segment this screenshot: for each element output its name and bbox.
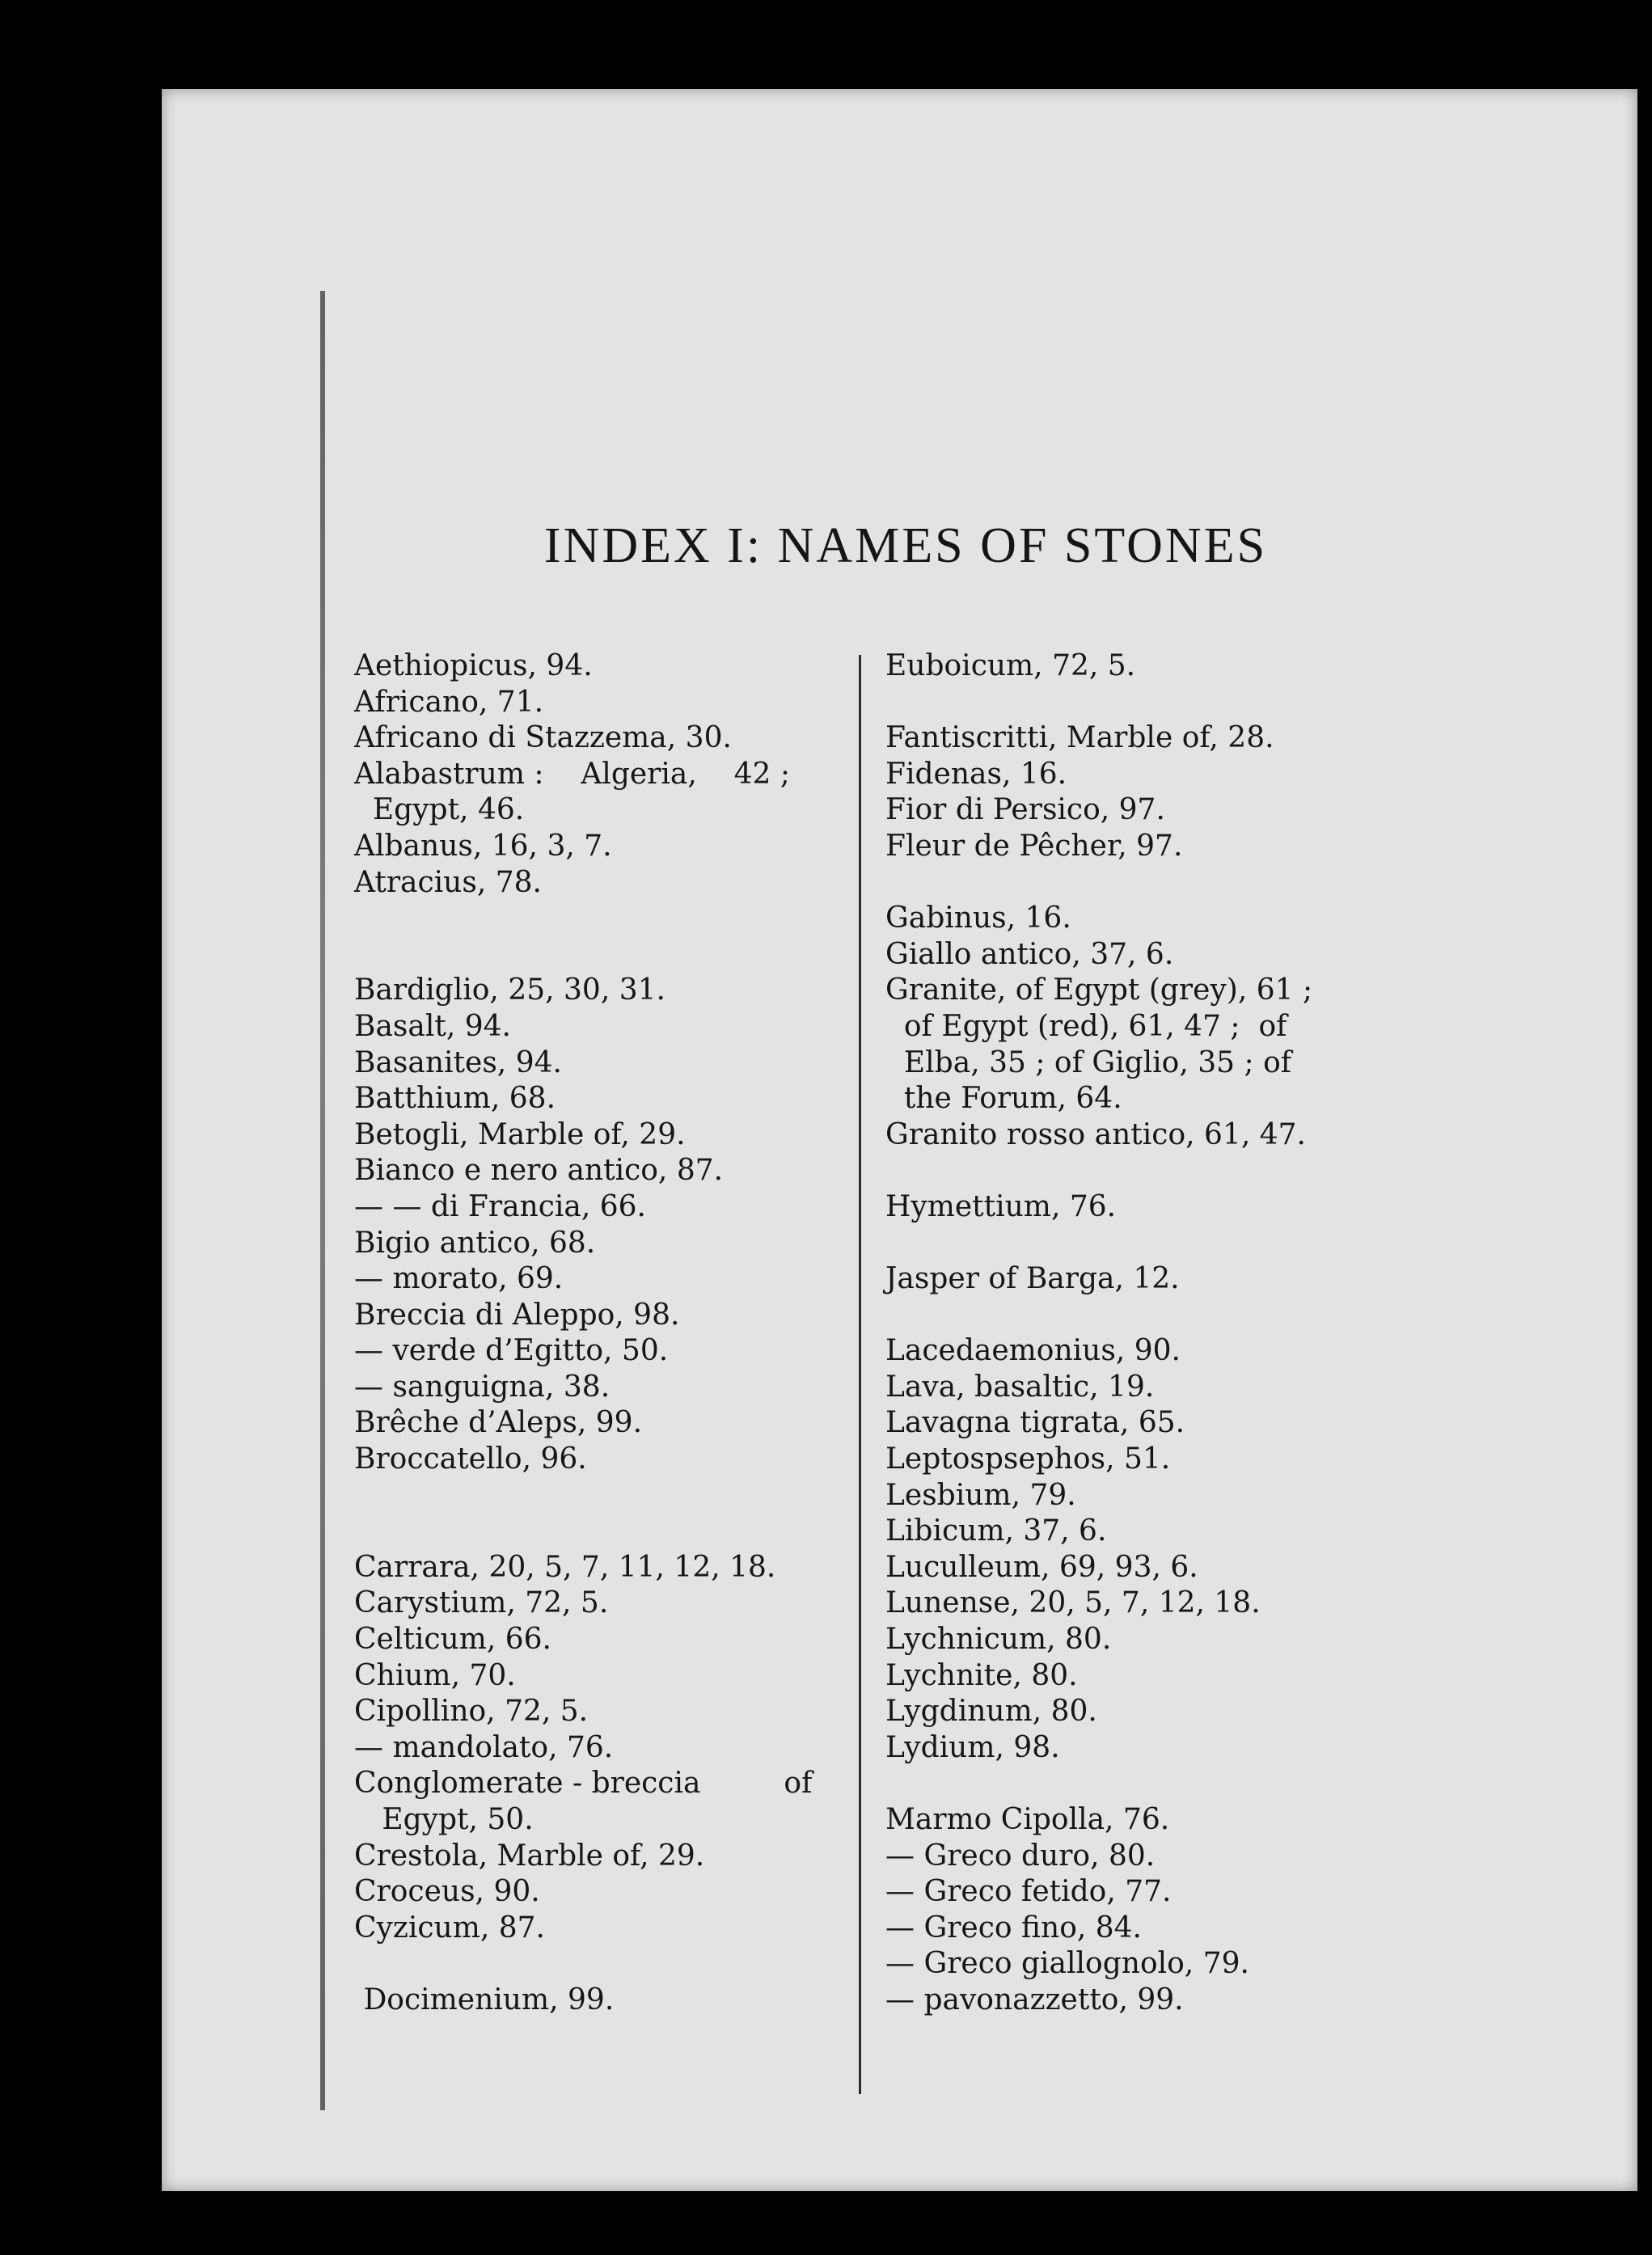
index-entry: Bardiglio, 25, 30, 31.	[354, 973, 665, 1007]
index-entry: Fantiscritti, Marble of, 28.	[885, 721, 1274, 755]
index-entry: — Greco duro, 80.	[885, 1839, 1156, 1873]
index-entry	[885, 1766, 1532, 1802]
index-entry: Egypt, 46.	[354, 793, 525, 827]
index-entry: Basalt, 94.	[354, 1009, 511, 1043]
index-entry: — mandolato, 76.	[354, 1730, 614, 1764]
index-entry: Gabinus, 16.	[885, 902, 1071, 935]
index-entry: Jasper of Barga, 12.	[885, 1262, 1180, 1296]
index-entry: Bigio antico, 68.	[354, 1226, 596, 1260]
index-page	[162, 89, 1637, 2191]
index-entry: Granite, of Egypt (grey), 61 ;	[885, 973, 1313, 1007]
index-entry: Fleur de Pêcher, 97.	[885, 829, 1183, 863]
index-entry: Basanites, 94.	[354, 1045, 562, 1079]
index-entry: — morato, 69.	[354, 1262, 564, 1296]
index-entry: Crestola, Marble of, 29.	[354, 1839, 705, 1873]
index-entry: Luculleum, 69, 93, 6.	[885, 1550, 1198, 1584]
index-entry: Croceus, 90.	[354, 1875, 540, 1909]
index-entry: Alabastrum : Algeria, 42 ;	[354, 757, 790, 791]
index-entry: Lychnite, 80.	[885, 1658, 1078, 1692]
index-entry: — Greco giallognolo, 79.	[885, 1947, 1249, 1981]
index-entry: Lesbium, 79.	[885, 1478, 1076, 1512]
index-entry: Lavagna tigrata, 65.	[885, 1406, 1185, 1440]
index-entry: Docimenium, 99.	[354, 1983, 615, 2016]
index-entry: Lunense, 20, 5, 7, 12, 18.	[885, 1586, 1261, 1620]
index-column-right	[885, 648, 1532, 2019]
index-entry: Fior di Persico, 97.	[885, 793, 1165, 827]
index-entry: Carystium, 72, 5.	[354, 1586, 609, 1620]
index-entry: Chium, 70.	[354, 1658, 516, 1692]
index-entry: Lydium, 98.	[885, 1730, 1060, 1764]
index-entry: Hymettium, 76.	[885, 1189, 1117, 1223]
index-entry: Aethiopicus, 94.	[354, 649, 593, 682]
index-entry: Fidenas, 16.	[885, 757, 1067, 791]
index-entry: — verde d’Egitto, 50.	[354, 1334, 669, 1368]
index-entry: Lygdinum, 80.	[885, 1695, 1097, 1729]
index-entry: Bianco e nero antico, 87.	[354, 1154, 724, 1188]
index-entry: Lacedaemonius, 90.	[885, 1334, 1181, 1368]
index-entry: — Greco fetido, 77.	[885, 1875, 1172, 1909]
index-entry: Marmo Cipolla, 76.	[885, 1803, 1170, 1836]
index-entry: Atracius, 78.	[354, 865, 542, 899]
index-entry: Lychnicum, 80.	[885, 1623, 1112, 1657]
index-entry: — pavonazzetto, 99.	[885, 1983, 1184, 2016]
index-entry: Lava, basaltic, 19.	[885, 1370, 1155, 1404]
index-entry: Breccia di Aleppo, 98.	[354, 1298, 680, 1332]
index-entry: — sanguigna, 38.	[354, 1370, 611, 1404]
index-entry: Celticum, 66.	[354, 1623, 551, 1657]
index-entry: Libicum, 37, 6.	[885, 1514, 1107, 1548]
index-entry	[885, 685, 1532, 721]
index-entry: Cipollino, 72, 5.	[354, 1695, 589, 1729]
index-entry: Brêche d’Aleps, 99.	[354, 1406, 643, 1440]
index-entry: Carrara, 20, 5, 7, 11, 12, 18.	[354, 1550, 776, 1584]
page-title: INDEX I: NAMES OF STONES	[543, 518, 1268, 573]
index-entry: Africano di Stazzema, 30.	[354, 721, 732, 755]
index-entry: Batthium, 68.	[354, 1082, 556, 1116]
index-entry: the Forum, 64.	[885, 1082, 1122, 1116]
index-entry: Cyzicum, 87.	[354, 1911, 545, 1945]
index-entry: Egypt, 50.	[354, 1803, 534, 1836]
index-entry: Giallo antico, 37, 6.	[885, 937, 1174, 971]
index-entry	[885, 1153, 1532, 1189]
index-entry	[885, 1226, 1532, 1262]
index-entry: Leptospsephos, 51.	[885, 1442, 1171, 1476]
index-entry: Broccatello, 96.	[354, 1442, 587, 1476]
index-entry: Africano, 71.	[354, 685, 544, 719]
index-entry: Elba, 35 ; of Giglio, 35 ; of	[885, 1045, 1292, 1079]
index-entry	[885, 865, 1532, 902]
index-entry: Euboicum, 72, 5.	[885, 649, 1136, 682]
index-entry: Conglomerate - breccia of	[354, 1767, 813, 1801]
index-entry: Granito rosso antico, 61, 47.	[885, 1117, 1306, 1151]
index-entry: — Greco fino, 84.	[885, 1911, 1143, 1945]
index-entry: of Egypt (red), 61, 47 ; of	[885, 1009, 1287, 1043]
index-entry	[885, 1298, 1532, 1334]
index-entry: — — di Francia, 66.	[354, 1189, 647, 1223]
page-binding-edge	[320, 291, 325, 2110]
index-entry: Albanus, 16, 3, 7.	[354, 829, 612, 863]
column-divider	[859, 655, 861, 2094]
index-entry: Betogli, Marble of, 29.	[354, 1117, 686, 1151]
